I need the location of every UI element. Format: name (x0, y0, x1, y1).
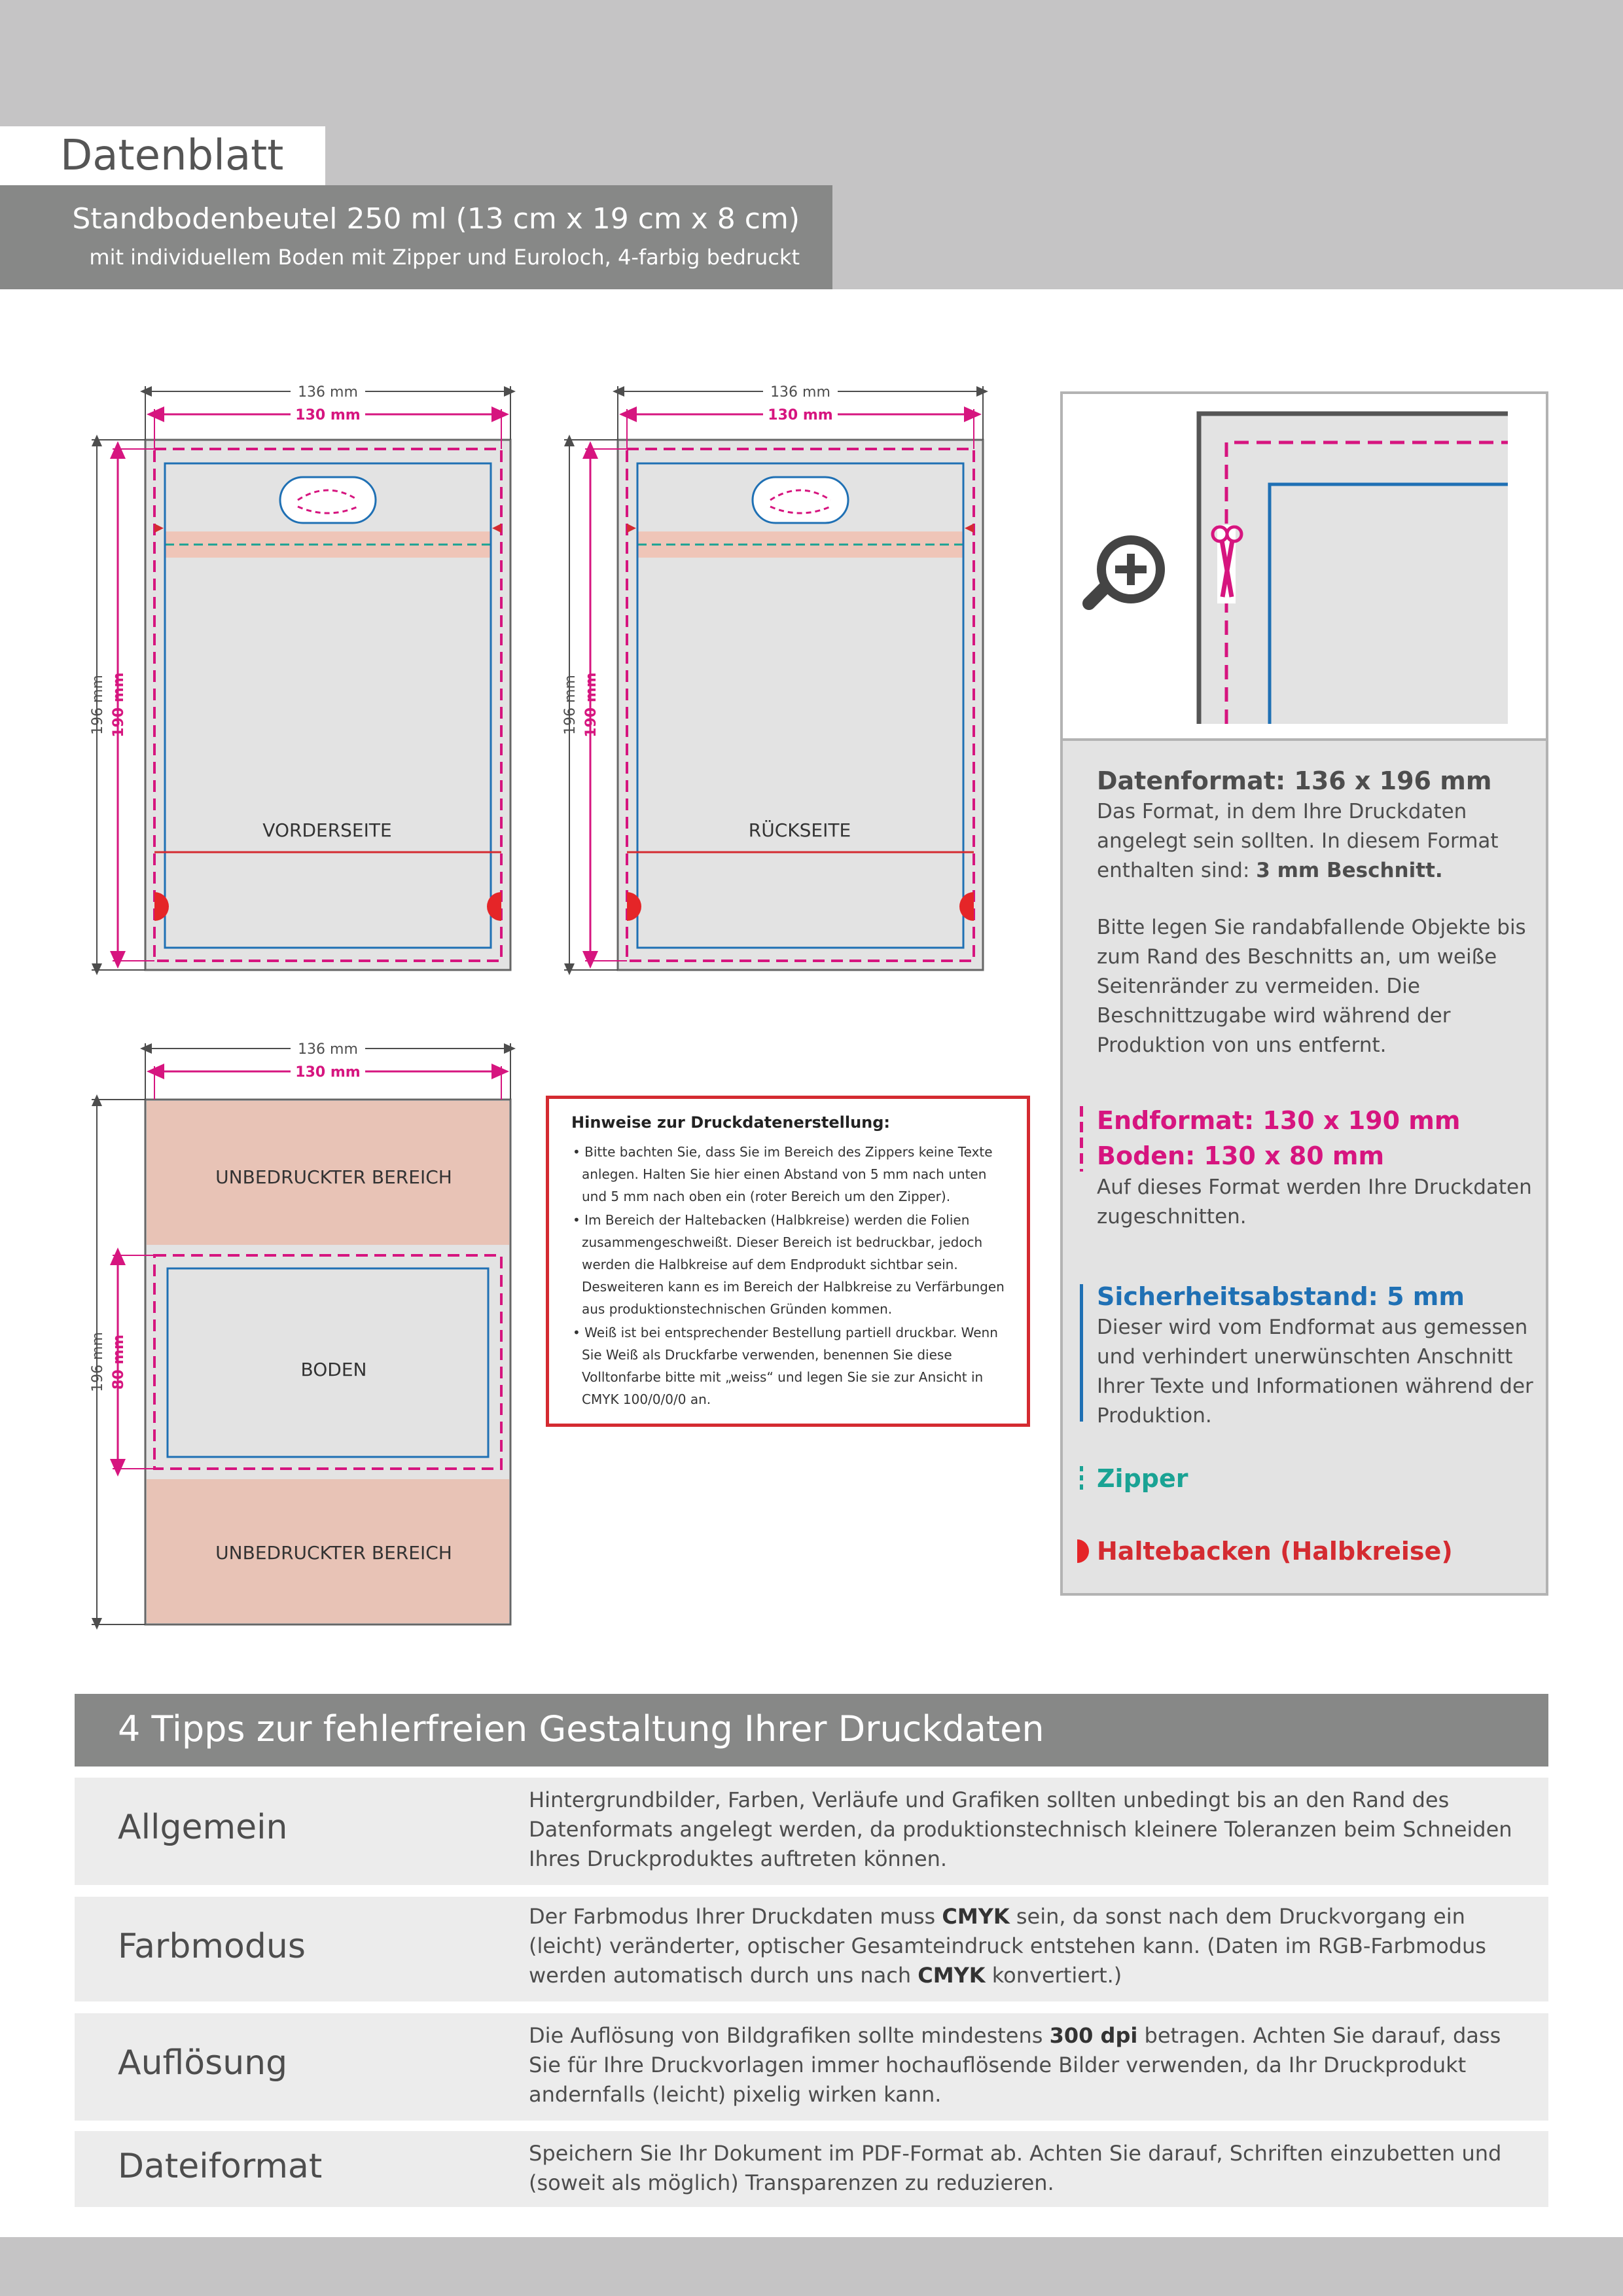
tip-text-dateiformat: Speichern Sie Ihr Dokument im PDF-Format ab. Achten Sie darauf, Schriften einzubetten und (soweit als möglich) Transparenzen zu reduzieren. (529, 2141, 1502, 2195)
tip-farb-cmyk1: CMYK (942, 1904, 1010, 1929)
tip-label-allgemein: Allgemein (118, 1808, 288, 1847)
bottom-width-inner: 130 mm (295, 1064, 361, 1081)
back-width-inner: 130 mm (768, 407, 833, 423)
back-width-outer: 136 mm (770, 384, 830, 401)
legend-format-bleed: 3 mm Beschnitt. (1256, 859, 1443, 882)
tip-text-aufloesung (529, 2021, 1537, 2109)
tip-farb-part3: konvertiert.) (985, 1963, 1122, 1988)
bottom-height-inner: 80 mm (111, 1334, 127, 1390)
tip-aufl-part1: Die Auflösung von Bildgrafiken sollte mindestens (529, 2023, 1050, 2048)
legend-safety-text: Dieser wird vom Endformat aus gemessen und verhindert unerwünschten Anschnitt Ihrer Texte und Informationen während der Produktion. (1097, 1316, 1533, 1427)
bottom-panel-diagram (92, 1043, 510, 1624)
tip-row-farbmodus (75, 1897, 1548, 2001)
product-description: mit individuellem Boden mit Zipper und Euroloch, 4-farbig bedruckt (89, 245, 800, 270)
notes-title: Hinweise zur Druckdatenerstellung: (571, 1113, 891, 1132)
legend-boden-heading: Boden: 130 x 80 mm (1097, 1141, 1385, 1170)
legend-bleed-text: Bitte legen Sie randabfallende Objekte bis zum Rand des Beschnitts an, um weiße Seitenränder zu vermeiden. Die Beschnittzugabe wird während der Produktion von uns entfernt. (1097, 916, 1526, 1057)
tips-title: 4 Tipps zur fehlerfreien Gestaltung Ihrer Druckdaten (118, 1708, 1044, 1749)
tip-label-dateiformat: Dateiformat (118, 2147, 323, 2186)
back-label: RÜCKSEITE (748, 819, 851, 841)
tip-aufl-part2: betragen. Achten Sie darauf, dass Sie für Ihre Druckvorlagen immer hochauflösende Bilder verwenden, da Ihr Druckprodukt andernfalls (leicht) pixelig wirken kann. (529, 2023, 1501, 2107)
legend-zipper-heading: Zipper (1097, 1464, 1188, 1493)
unprinted-bottom-label: UNBEDRUCKTER BEREICH (215, 1542, 452, 1564)
front-panel-diagram (92, 386, 510, 970)
tip-row-dateiformat (75, 2131, 1548, 2207)
legend-format-heading: Datenformat: 136 x 196 mm (1097, 766, 1492, 795)
bottom-label: BODEN (300, 1359, 367, 1380)
bottom-height-outer: 196 mm (90, 1332, 106, 1392)
back-panel-diagram (564, 386, 983, 970)
bottom-width-outer: 136 mm (298, 1041, 358, 1058)
tip-farb-part2: sein, da sonst nach dem Druckvorgang ein (leicht) veränderter, optischer Gesamteindruck entstehen kann. (Daten im RGB-Farbmodus werden automatisch durch uns nach (529, 1904, 1486, 1988)
unprinted-top-label: UNBEDRUCKTER BEREICH (215, 1166, 452, 1188)
print-notes-box (546, 1096, 1030, 1427)
legend-format-text (1097, 797, 1529, 886)
front-label: VORDERSEITE (262, 819, 392, 841)
note-haltebacken: • Im Bereich der Haltebacken (Halbkreise) werden die Folien zusammengeschweißt. Dieser Bereich ist bedruckbar, jedoch werden die Halbkreise auf dem Endprodukt sichtbar sein. Desweiteren kann es im Bereich der Halbkreise zu Verfärbungen aus produktionstechnischen Gründen kommen. (573, 1212, 1005, 1317)
tip-text-allgemein: Hintergrundbilder, Farben, Verläufe und Grafiken sollten unbedingt bis an den Rand des Datenformats angelegt werden, da produktionstechnisch kleinere Toleranzen beim Schneiden Ihres Druckproduktes auftreten können. (529, 1787, 1512, 1871)
front-width-inner: 130 mm (295, 407, 361, 423)
note-weiss: • Weiß ist bei entsprechender Bestellung partiell druckbar. Wenn Sie Weiß als Druckfarbe verwenden, benennen Sie diese Volltonfarbe bitte mit „weiss“ und legen Sie sie zur Ansicht in CMYK 100/0/0/0 an. (573, 1325, 998, 1407)
tip-text-farbmodus (529, 1902, 1537, 1990)
tip-farb-part1: Der Farbmodus Ihrer Druckdaten muss (529, 1904, 942, 1929)
front-height-outer: 196 mm (90, 675, 106, 735)
legend-zipper-marker (1080, 1466, 1083, 1492)
legend-format-text-main: Das Format, in dem Ihre Druckdaten angelegt sein sollten. In diesem Format enthalten sind: (1097, 800, 1499, 882)
tip-label-aufloesung: Auflösung (118, 2043, 288, 2083)
back-height-inner: 190 mm (583, 672, 599, 738)
page-title: Datenblatt (60, 132, 284, 180)
legend-endformat-text: Auf dieses Format werden Ihre Druckdaten zugeschnitten. (1097, 1175, 1532, 1229)
note-zipper: • Bitte bachten Sie, dass Sie im Bereich des Zippers keine Texte anlegen. Halten Sie hier einen Abstand von 5 mm nach unten und 5 mm nach oben ein (roter Bereich um den Zipper). (573, 1144, 993, 1204)
front-width-outer: 136 mm (298, 384, 358, 401)
bleed-detail-illustration (1199, 414, 1508, 724)
tip-label-farbmodus: Farbmodus (118, 1927, 306, 1966)
legend-zoom-area (1063, 394, 1546, 741)
legend-safe-marker (1080, 1284, 1083, 1422)
footer-band (0, 2237, 1623, 2296)
legend-safety-heading: Sicherheitsabstand: 5 mm (1097, 1282, 1465, 1311)
legend-haltebacken-heading: Haltebacken (Halbkreise) (1097, 1537, 1453, 1566)
legend-endformat-heading: Endformat: 130 x 190 mm (1097, 1106, 1461, 1135)
tip-farb-cmyk2: CMYK (918, 1963, 986, 1988)
tip-row-aufloesung (75, 2013, 1548, 2121)
back-height-outer: 196 mm (562, 675, 579, 735)
product-title: Standbodenbeutel 250 ml (13 cm x 19 cm x 8 cm) (72, 202, 800, 236)
tip-aufl-dpi: 300 dpi (1049, 2023, 1138, 2048)
zoom-in-icon (1089, 540, 1160, 603)
front-height-inner: 190 mm (111, 672, 127, 738)
tip-row-allgemein (75, 1778, 1548, 1885)
legend-end-marker (1080, 1106, 1083, 1172)
